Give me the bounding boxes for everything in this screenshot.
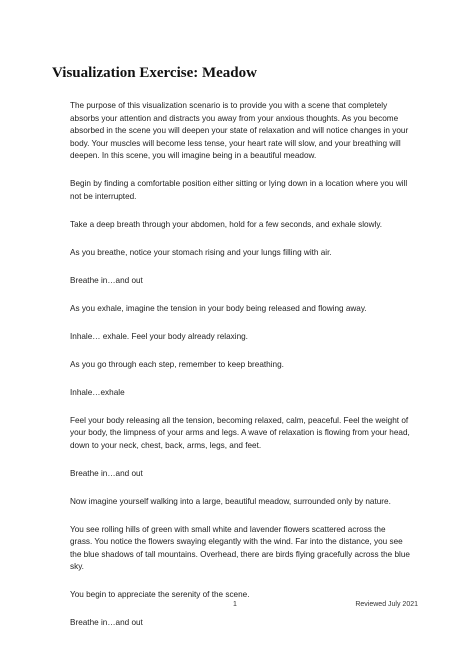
paragraph-exhale-tension: As you exhale, imagine the tension in your body being released and flowing away.	[70, 303, 367, 313]
paragraph-breathe-3: Breathe in…and out	[70, 618, 143, 627]
paragraph-each-step: As you go through each step, remember to keep breathing.	[70, 359, 284, 369]
paragraph-notice-stomach: As you breathe, notice your stomach rising and your lungs filling with air.	[70, 247, 332, 257]
paragraph-breathe-1: Breathe in…and out	[70, 275, 143, 285]
paragraph-rolling-hills: You see rolling hills of green with small white and lavender flowers scattered across the grass. You notice the flowers swaying elegantly with the wind. Far into the distance, you see the blue shadows of tall mountains. Overhead, there are birds flying gracefully across the blue sky.	[70, 524, 410, 571]
paragraph-comfortable-position: Begin by finding a comfortable position either sitting or lying down in a location where you will not be interrupted.	[70, 179, 408, 201]
paragraph-purpose: The purpose of this visualization scenario is to provide you with a scene that completely absorbs your attention and distracts you away from your anxious thoughts. As you become absorbed in the scene you will deepen your state of relaxation and will notice changes in your body. Your muscles will become less tense, your heart rate will slow, and your breathing will deepen. In this scene, you will imagine being in a beautiful meadow.	[70, 101, 409, 160]
paragraph-releasing-tension: Feel your body releasing all the tension, becoming relaxed, calm, peaceful. Feel the weight of your body, the limpness of your arms and legs. A wave of relaxation is flowing from your head, down to your neck, chest, back, arms, legs, and feet.	[70, 415, 410, 450]
document-body	[70, 100, 410, 645]
paragraph-walking-meadow: Now imagine yourself walking into a large, beautiful meadow, surrounded only by nature.	[70, 496, 391, 506]
paragraph-serenity: You begin to appreciate the serenity of the scene.	[70, 590, 250, 599]
paragraph-inhale-exhale-2: Inhale…exhale	[70, 387, 125, 397]
paragraph-inhale-exhale-1: Inhale… exhale. Feel your body already relaxing.	[70, 331, 248, 341]
footer-page-number: 1	[233, 601, 237, 608]
paragraph-deep-breath: Take a deep breath through your abdomen, hold for a few seconds, and exhale slowly.	[70, 219, 383, 229]
paragraph-breathe-2: Breathe in…and out	[70, 468, 143, 478]
footer-reviewed-date: Reviewed July 2021	[355, 601, 418, 608]
page-title: Visualization Exercise: Meadow	[52, 65, 257, 81]
